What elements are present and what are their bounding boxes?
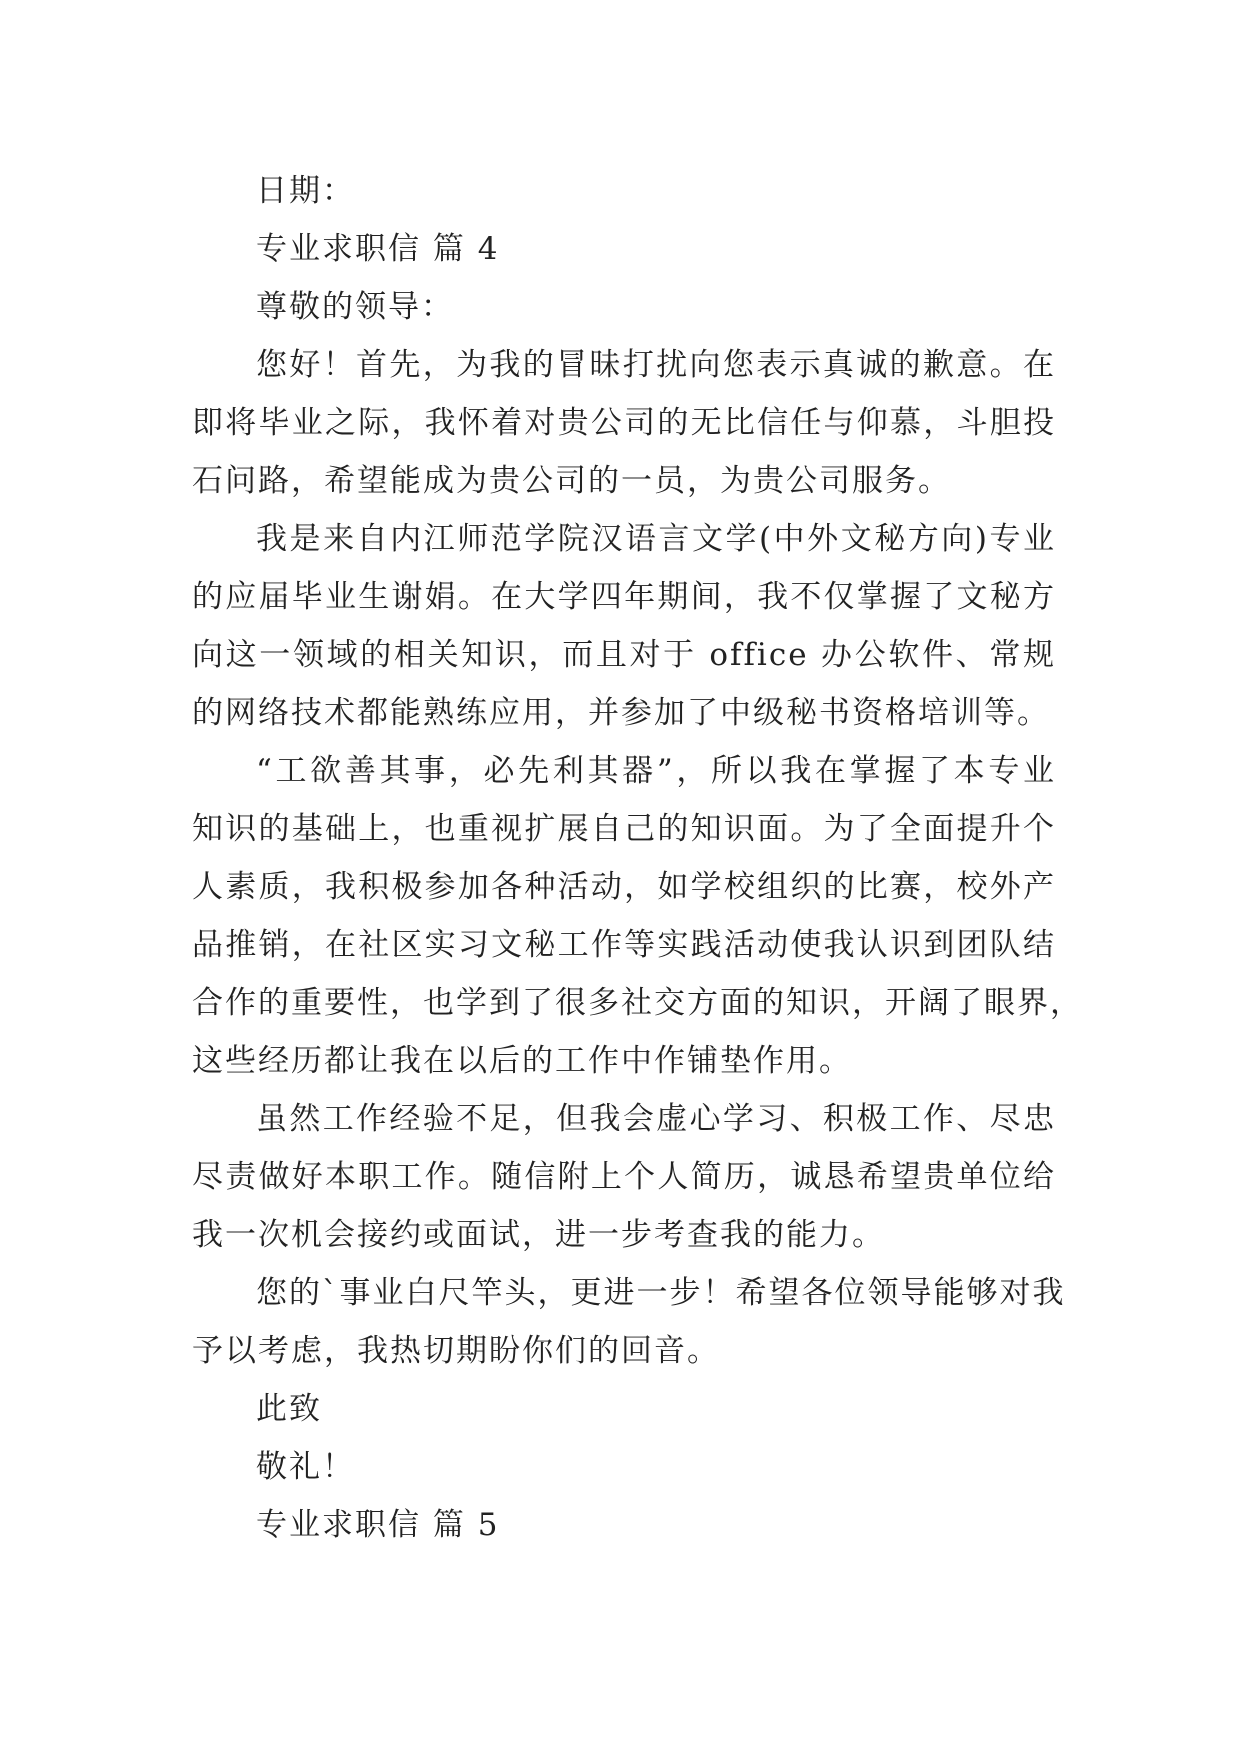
paragraph-5-line-1: 您的`事业白尺竿头，更进一步！希望各位领导能够对我 — [256, 1275, 1066, 1311]
paragraph-1-line-2: 即将毕业之际，我怀着对贵公司的无比信任与仰慕，斗胆投 — [192, 405, 1056, 441]
paragraph-4-line-1: 虽然工作经验不足，但我会虚心学习、积极工作、尽忠 — [256, 1101, 1056, 1137]
section-heading-5: 专业求职信 篇 5 — [256, 1507, 500, 1543]
paragraph-2-line-3: 向这一领域的相关知识，而且对于 office 办公软件、常规 — [192, 637, 1056, 673]
paragraph-5-line-2: 予以考虑，我热切期盼你们的回音。 — [192, 1333, 720, 1369]
paragraph-3-line-2: 知识的基础上，也重视扩展自己的知识面。为了全面提升个 — [192, 811, 1056, 847]
paragraph-2-line-1: 我是来自内江师范学院汉语言文学(中外文秘方向)专业 — [256, 521, 1056, 557]
paragraph-3-line-6: 这些经历都让我在以后的工作中作铺垫作用。 — [192, 1043, 852, 1079]
paragraph-1-line-3: 石问路，希望能成为贵公司的一员，为贵公司服务。 — [192, 463, 951, 499]
paragraph-3-line-5: 合作的重要性，也学到了很多社交方面的知识，开阔了眼界， — [192, 985, 1083, 1021]
letter-body — [192, 162, 1083, 1554]
paragraph-4-line-2: 尽责做好本职工作。随信附上个人简历，诚恳希望贵单位给 — [192, 1159, 1056, 1195]
paragraph-1-line-1: 您好！首先，为我的冒昧打扰向您表示真诚的歉意。在 — [256, 347, 1056, 383]
paragraph-3-line-4: 品推销，在社区实习文秘工作等实践活动使我认识到团队结 — [192, 927, 1056, 963]
closing-line-2: 敬礼！ — [256, 1449, 355, 1485]
paragraph-4-line-3: 我一次机会接约或面试，进一步考查我的能力。 — [192, 1217, 885, 1253]
paragraph-3-line-1: “工欲善其事，必先利其器”，所以我在掌握了本专业 — [256, 753, 1056, 789]
paragraph-3-line-3: 人素质，我积极参加各种活动，如学校组织的比赛，校外产 — [192, 869, 1056, 905]
date-line: 日期： — [256, 173, 355, 209]
paragraph-2-line-4: 的网络技术都能熟练应用，并参加了中级秘书资格培训等。 — [192, 695, 1050, 731]
section-heading-4: 专业求职信 篇 4 — [256, 231, 500, 267]
closing-line-1: 此致 — [256, 1391, 322, 1427]
salutation: 尊敬的领导： — [256, 289, 454, 325]
paragraph-2-line-2: 的应届毕业生谢娟。在大学四年期间，我不仅掌握了文秘方 — [192, 579, 1056, 615]
